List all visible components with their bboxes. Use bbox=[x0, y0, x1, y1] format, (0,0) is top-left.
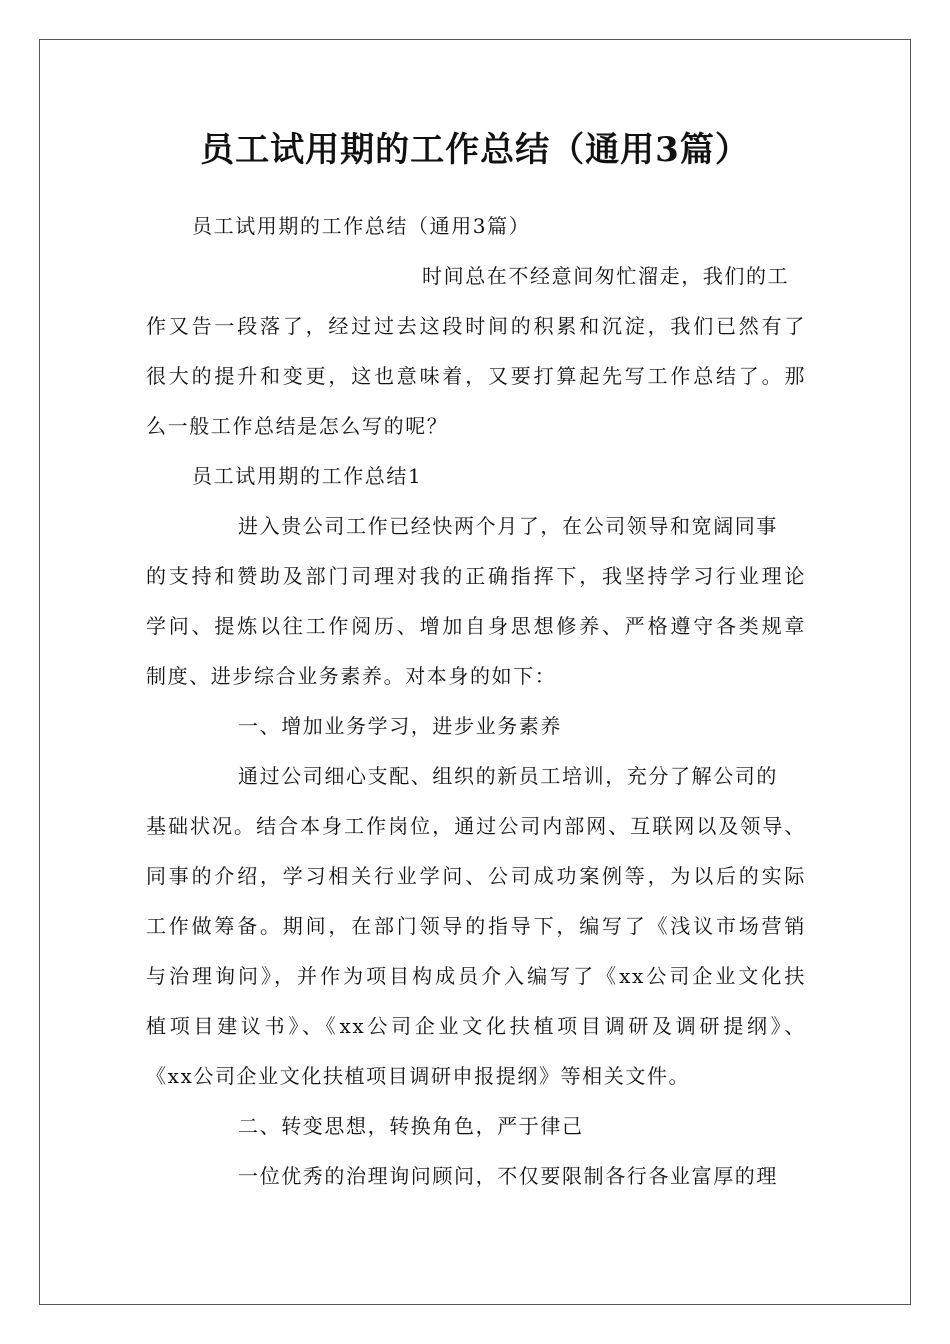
section-heading: 二、转变思想，转换角色，严于律己 bbox=[238, 1114, 584, 1138]
paragraph-line: 植项目建议书》、《xx公司企业文化扶植项目调研及调研提纲》、 bbox=[146, 1014, 806, 1038]
document-title: 员工试用期的工作总结（通用3篇） bbox=[200, 130, 750, 170]
paragraph-line: 的支持和赞助及部门司理对我的正确指挥下，我坚持学习行业理论 bbox=[146, 564, 806, 588]
paragraph-line: 时间总在不经意间匆忙溜走，我们的工 bbox=[422, 264, 790, 288]
paragraph-line: 作又告一段落了，经过过去这段时间的积累和沉淀，我们已然有了 bbox=[146, 314, 806, 338]
paragraph-line: 同事的介绍，学习相关行业学问、公司成功案例等，为以后的实际 bbox=[146, 864, 806, 888]
paragraph-line: 一位优秀的治理询问顾问，不仅要限制各行各业富厚的理 bbox=[238, 1164, 778, 1188]
paragraph-line: 《xx公司企业文化扶植项目调研申报提纲》等相关文件。 bbox=[146, 1064, 691, 1088]
paragraph-line: 制度、进步综合业务素养。对本身的如下： bbox=[146, 664, 557, 688]
section-heading: 一、增加业务学习，进步业务素养 bbox=[238, 714, 562, 738]
subtitle-line: 员工试用期的工作总结（通用3篇） bbox=[192, 214, 531, 238]
section-heading: 员工试用期的工作总结1 bbox=[192, 464, 423, 488]
paragraph-line: 学问、提炼以往工作阅历、增加自身思想修养、严格遵守各类规章 bbox=[146, 614, 806, 638]
paragraph-line: 很大的提升和变更，这也意味着，又要打算起先写工作总结了。那 bbox=[146, 364, 806, 388]
paragraph-line: 与治理询问》，并作为项目构成员介入编写了《xx公司企业文化扶 bbox=[146, 964, 806, 988]
paragraph-line: 进入贵公司工作已经快两个月了，在公司领导和宽阔同事 bbox=[238, 514, 778, 538]
paragraph-line: 基础状况。结合本身工作岗位，通过公司内部网、互联网以及领导、 bbox=[146, 814, 806, 838]
paragraph-line: 通过公司细心支配、组织的新员工培训，充分了解公司的 bbox=[238, 764, 778, 788]
paragraph-line: 工作做筹备。期间，在部门领导的指导下，编写了《浅议市场营销 bbox=[146, 914, 806, 938]
paragraph-line: 么一般工作总结是怎么写的呢？ bbox=[146, 414, 449, 438]
